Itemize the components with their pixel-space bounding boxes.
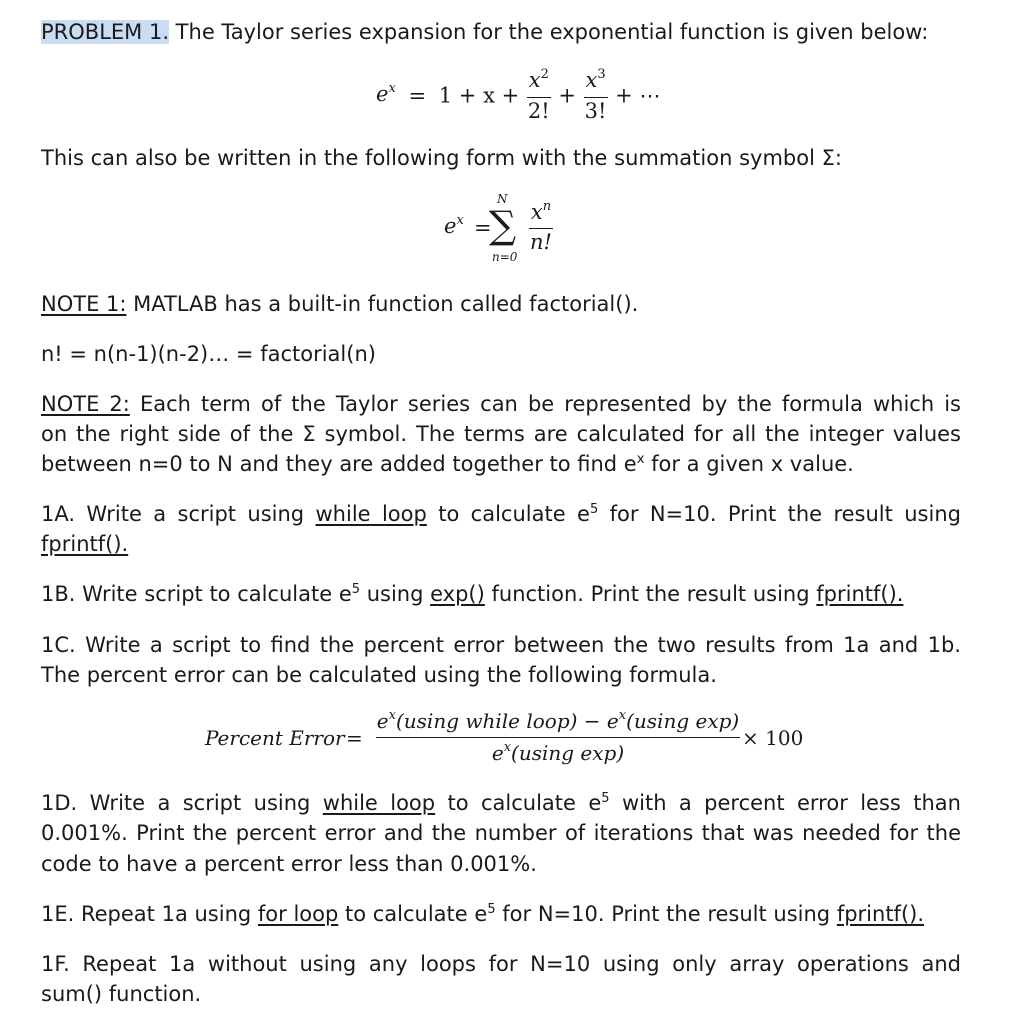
question-1f-line-1: 1F. Repeat 1a without using any loops for N=10 using only array operations and xyxy=(41,952,961,976)
question-1d-line-1: 1D. Write a script using while loop to calculate $e^5$ with a percent error less than xyxy=(41,791,961,815)
summation-equation: $e^x$ = N ∑ n=0 $\frac{x^n}{n!}$ xyxy=(444,192,552,264)
note-1-label: NOTE 1: xyxy=(41,292,127,316)
for-loop-term: for loop xyxy=(257,902,339,926)
question-1e: 1E. Repeat 1a using for loop to calculate $e^5$ for N=10. Print the result using fprintf(). xyxy=(41,902,925,926)
problem-label: PROBLEM 1. xyxy=(41,20,169,44)
fprintf-term: fprintf(). xyxy=(41,532,129,556)
while-loop-term: while loop xyxy=(322,791,436,815)
question-1d-line-3: code to have a percent error less than 0.001%. xyxy=(41,852,537,876)
question-1a-cont xyxy=(41,529,961,559)
taylor-series-equation: $e^x = 1 + x$ + $\frac{x^2}{2!}$ + $\frac{x^3}{3!}$ + ⋯ xyxy=(376,67,661,123)
exp-term: exp() xyxy=(430,582,485,606)
factorial-definition: n! = n(n-1)(n-2)… = factorial(n) xyxy=(41,342,376,366)
percent-error-equation: Percent Error = $e^x(using$ while loop) − $e^x(using$ exp) $e^x(using$ exp) × 100 xyxy=(205,708,804,765)
note-1: NOTE 1: MATLAB has a built-in function called factorial(). xyxy=(41,292,639,316)
note-2-label: NOTE 2: xyxy=(41,392,130,416)
note-2-line-3: between n=0 to N and they are added together to find $e^x$ for a given x value. xyxy=(41,452,854,476)
problem-intro: The Taylor series expansion for the exponential function is given below: xyxy=(169,20,929,44)
note-2-line-2: on the right side of the Σ symbol. The terms are calculated for all the integer values xyxy=(41,422,961,446)
question-1b: 1B. Write script to calculate $e^5$ using exp() function. Print the result using fprintf(). xyxy=(41,582,904,606)
question-1c-line-1: 1C. Write a script to find the percent error between the two results from 1a and 1b. xyxy=(41,633,961,657)
problem-heading xyxy=(41,17,961,47)
question-1d-line-2: 0.001%. Print the percent error and the number of iterations that was needed for the xyxy=(41,821,961,845)
sigma-symbol: ∑ xyxy=(489,203,517,247)
fprintf-term: fprintf(). xyxy=(816,582,904,606)
note-2-line-1: NOTE 2: Each term of the Taylor series can be represented by the formula which is xyxy=(41,392,961,416)
fprintf-term: fprintf(). xyxy=(836,902,925,926)
summation-intro: This can also be written in the following form with the summation symbol Σ: xyxy=(41,146,842,170)
question-1a: 1A. Write a script using while loop to calculate $e^5$ for N=10. Print the result using xyxy=(41,502,961,526)
while-loop-term: while loop xyxy=(315,502,427,526)
question-1c-line-2: The percent error can be calculated using the following formula. xyxy=(41,663,717,687)
question-1f-line-2: sum() function. xyxy=(41,982,202,1006)
